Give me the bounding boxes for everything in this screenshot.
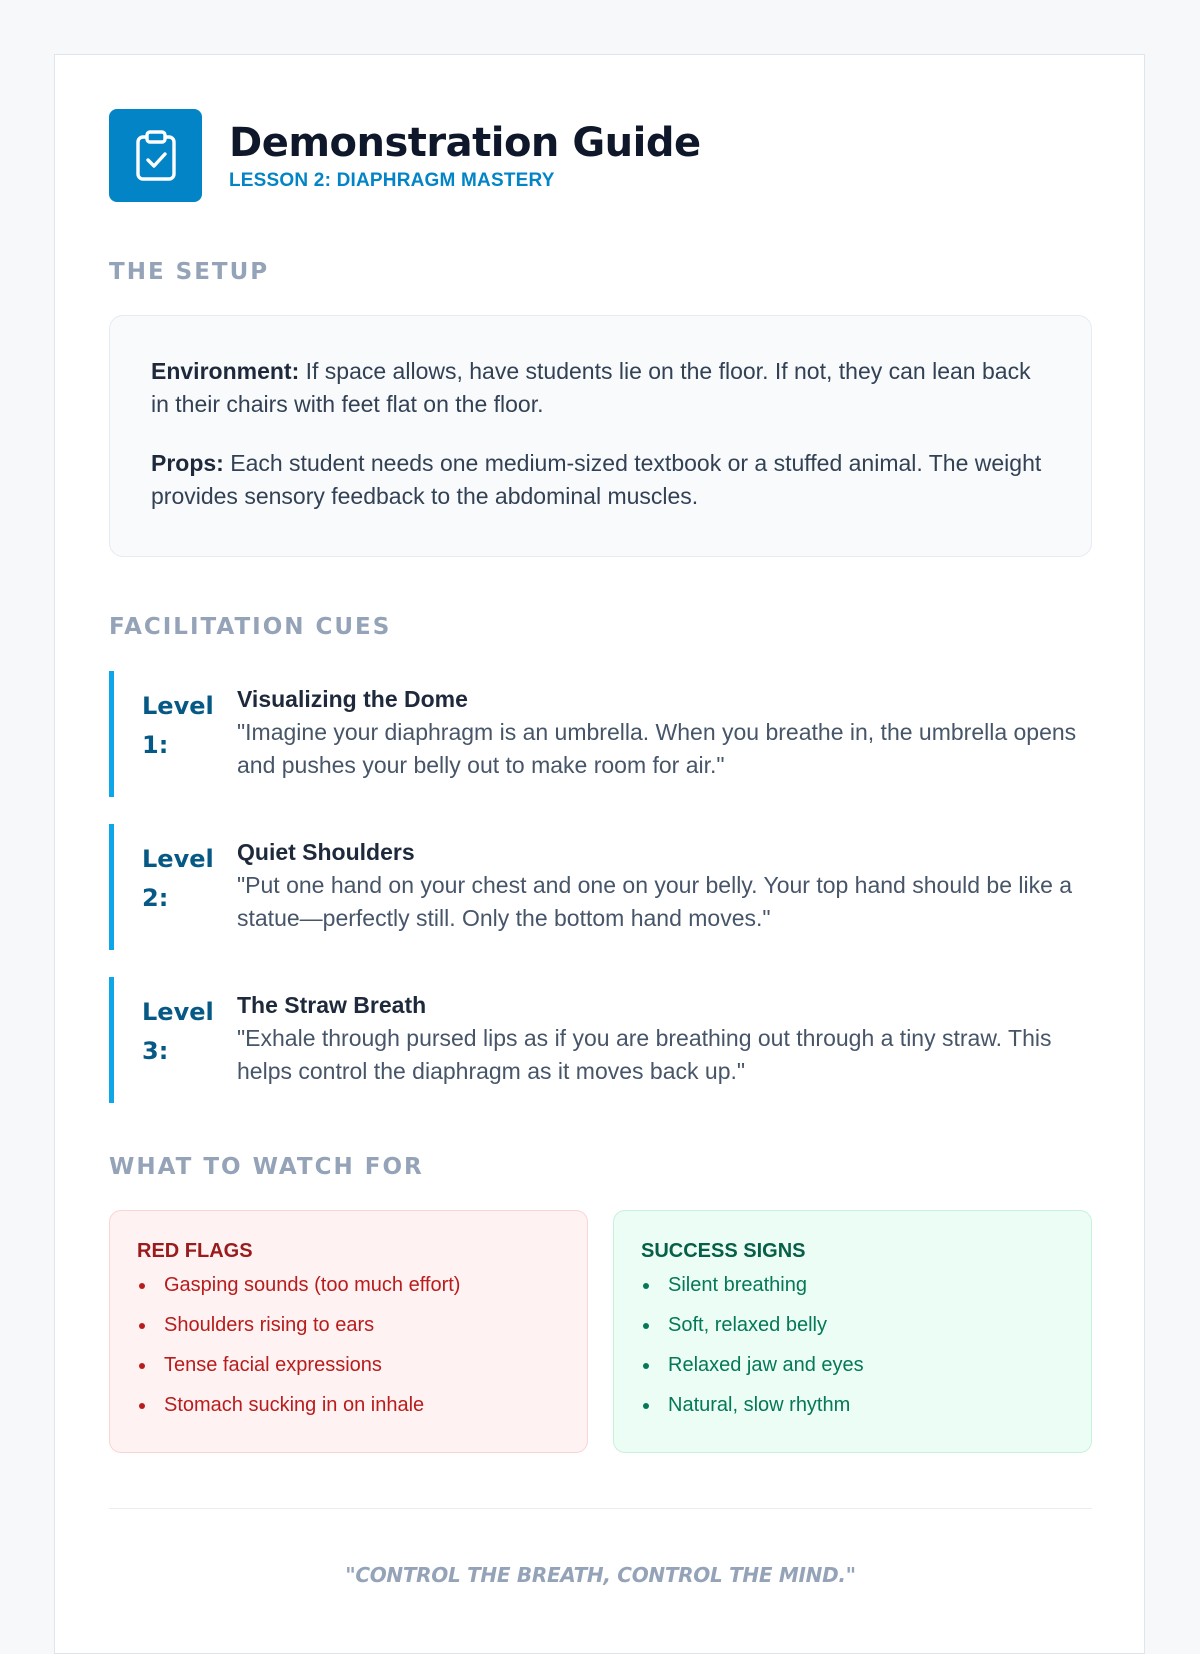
setup-box <box>109 315 1092 557</box>
success-signs-box <box>613 1210 1092 1453</box>
bullet-icon <box>643 1323 649 1329</box>
bullet-icon <box>139 1323 145 1329</box>
bullet-icon <box>139 1403 145 1409</box>
success-sign-text: Natural, slow rhythm <box>668 1394 851 1416</box>
cue-quote: "Put one hand on your chest and one on your belly. Your top hand should be like a statue—perfectly still. Only the bottom hand moves." <box>237 872 1073 931</box>
bullet-icon <box>643 1363 649 1369</box>
setup-term: Environment: <box>151 358 300 384</box>
cue-body <box>237 989 1092 1103</box>
section-label-watch: WHAT TO WATCH FOR <box>109 1154 424 1180</box>
red-flags-title: RED FLAGS <box>137 1240 253 1262</box>
red-flag-item <box>137 1313 587 1337</box>
cue-title: The Straw Breath <box>237 992 427 1018</box>
red-flag-item <box>137 1353 587 1377</box>
success-signs-list <box>641 1273 1091 1417</box>
success-sign-item <box>641 1353 1091 1377</box>
red-flag-text: Gasping sounds (too much effort) <box>164 1274 461 1296</box>
success-sign-text: Relaxed jaw and eyes <box>668 1354 864 1376</box>
page-title: Demonstration Guide <box>229 119 701 166</box>
red-flags-box <box>109 1210 588 1453</box>
watch-row <box>109 1210 1092 1453</box>
bullet-icon <box>643 1403 649 1409</box>
cue-title: Quiet Shoulders <box>237 839 415 865</box>
success-sign-text: Soft, relaxed belly <box>668 1314 827 1336</box>
cue-level: Level 1: <box>142 692 214 759</box>
cue-quote: "Exhale through pursed lips as if you are breathing out through a tiny straw. This helps control the diaphragm as it moves back up." <box>237 1025 1052 1084</box>
section-label-setup: THE SETUP <box>109 259 270 285</box>
cue-item <box>109 671 1092 797</box>
setup-environment <box>151 355 1051 421</box>
setup-text: If space allows, have students lie on the floor. If not, they can lean back in their chairs with feet flat on the floor. <box>151 358 1031 417</box>
bullet-icon <box>139 1283 145 1289</box>
guide-header <box>109 109 1092 202</box>
section-label-cues: FACILITATION CUES <box>109 614 392 640</box>
cue-title: Visualizing the Dome <box>237 686 468 712</box>
footer-quote: "CONTROL THE BREATH, CONTROL THE MIND." <box>345 1563 856 1587</box>
cue-level: Level 3: <box>142 998 214 1065</box>
success-sign-item <box>641 1273 1091 1297</box>
setup-props <box>151 447 1051 513</box>
cue-list <box>109 671 1092 1103</box>
success-sign-text: Silent breathing <box>668 1274 807 1296</box>
success-sign-item <box>641 1313 1091 1337</box>
cue-level: Level 2: <box>142 845 214 912</box>
header-text <box>229 120 701 192</box>
red-flags-list <box>137 1273 587 1417</box>
red-flag-text: Shoulders rising to ears <box>164 1314 375 1336</box>
cue-item <box>109 977 1092 1103</box>
cue-item <box>109 824 1092 950</box>
clipboard-check-icon <box>109 109 202 202</box>
red-flag-item <box>137 1393 587 1417</box>
red-flag-item <box>137 1273 587 1297</box>
setup-term: Props: <box>151 450 224 476</box>
success-sign-item <box>641 1393 1091 1417</box>
cue-body <box>237 836 1092 950</box>
page-subtitle: LESSON 2: DIAPHRAGM MASTERY <box>229 169 555 191</box>
bullet-icon <box>643 1283 649 1289</box>
cue-quote: "Imagine your diaphragm is an umbrella. When you breathe in, the umbrella opens and pushes your belly out to make room for air." <box>237 719 1077 778</box>
setup-text: Each student needs one medium-sized textbook or a stuffed animal. The weight provides sensory feedback to the abdominal muscles. <box>151 450 1042 509</box>
success-signs-title: SUCCESS SIGNS <box>641 1240 806 1262</box>
guide-card <box>54 54 1145 1654</box>
guide-content <box>109 109 1092 1587</box>
cue-body <box>237 683 1092 797</box>
red-flag-text: Stomach sucking in on inhale <box>164 1394 425 1416</box>
bullet-icon <box>139 1363 145 1369</box>
red-flag-text: Tense facial expressions <box>164 1354 382 1376</box>
footer-divider <box>109 1508 1092 1509</box>
